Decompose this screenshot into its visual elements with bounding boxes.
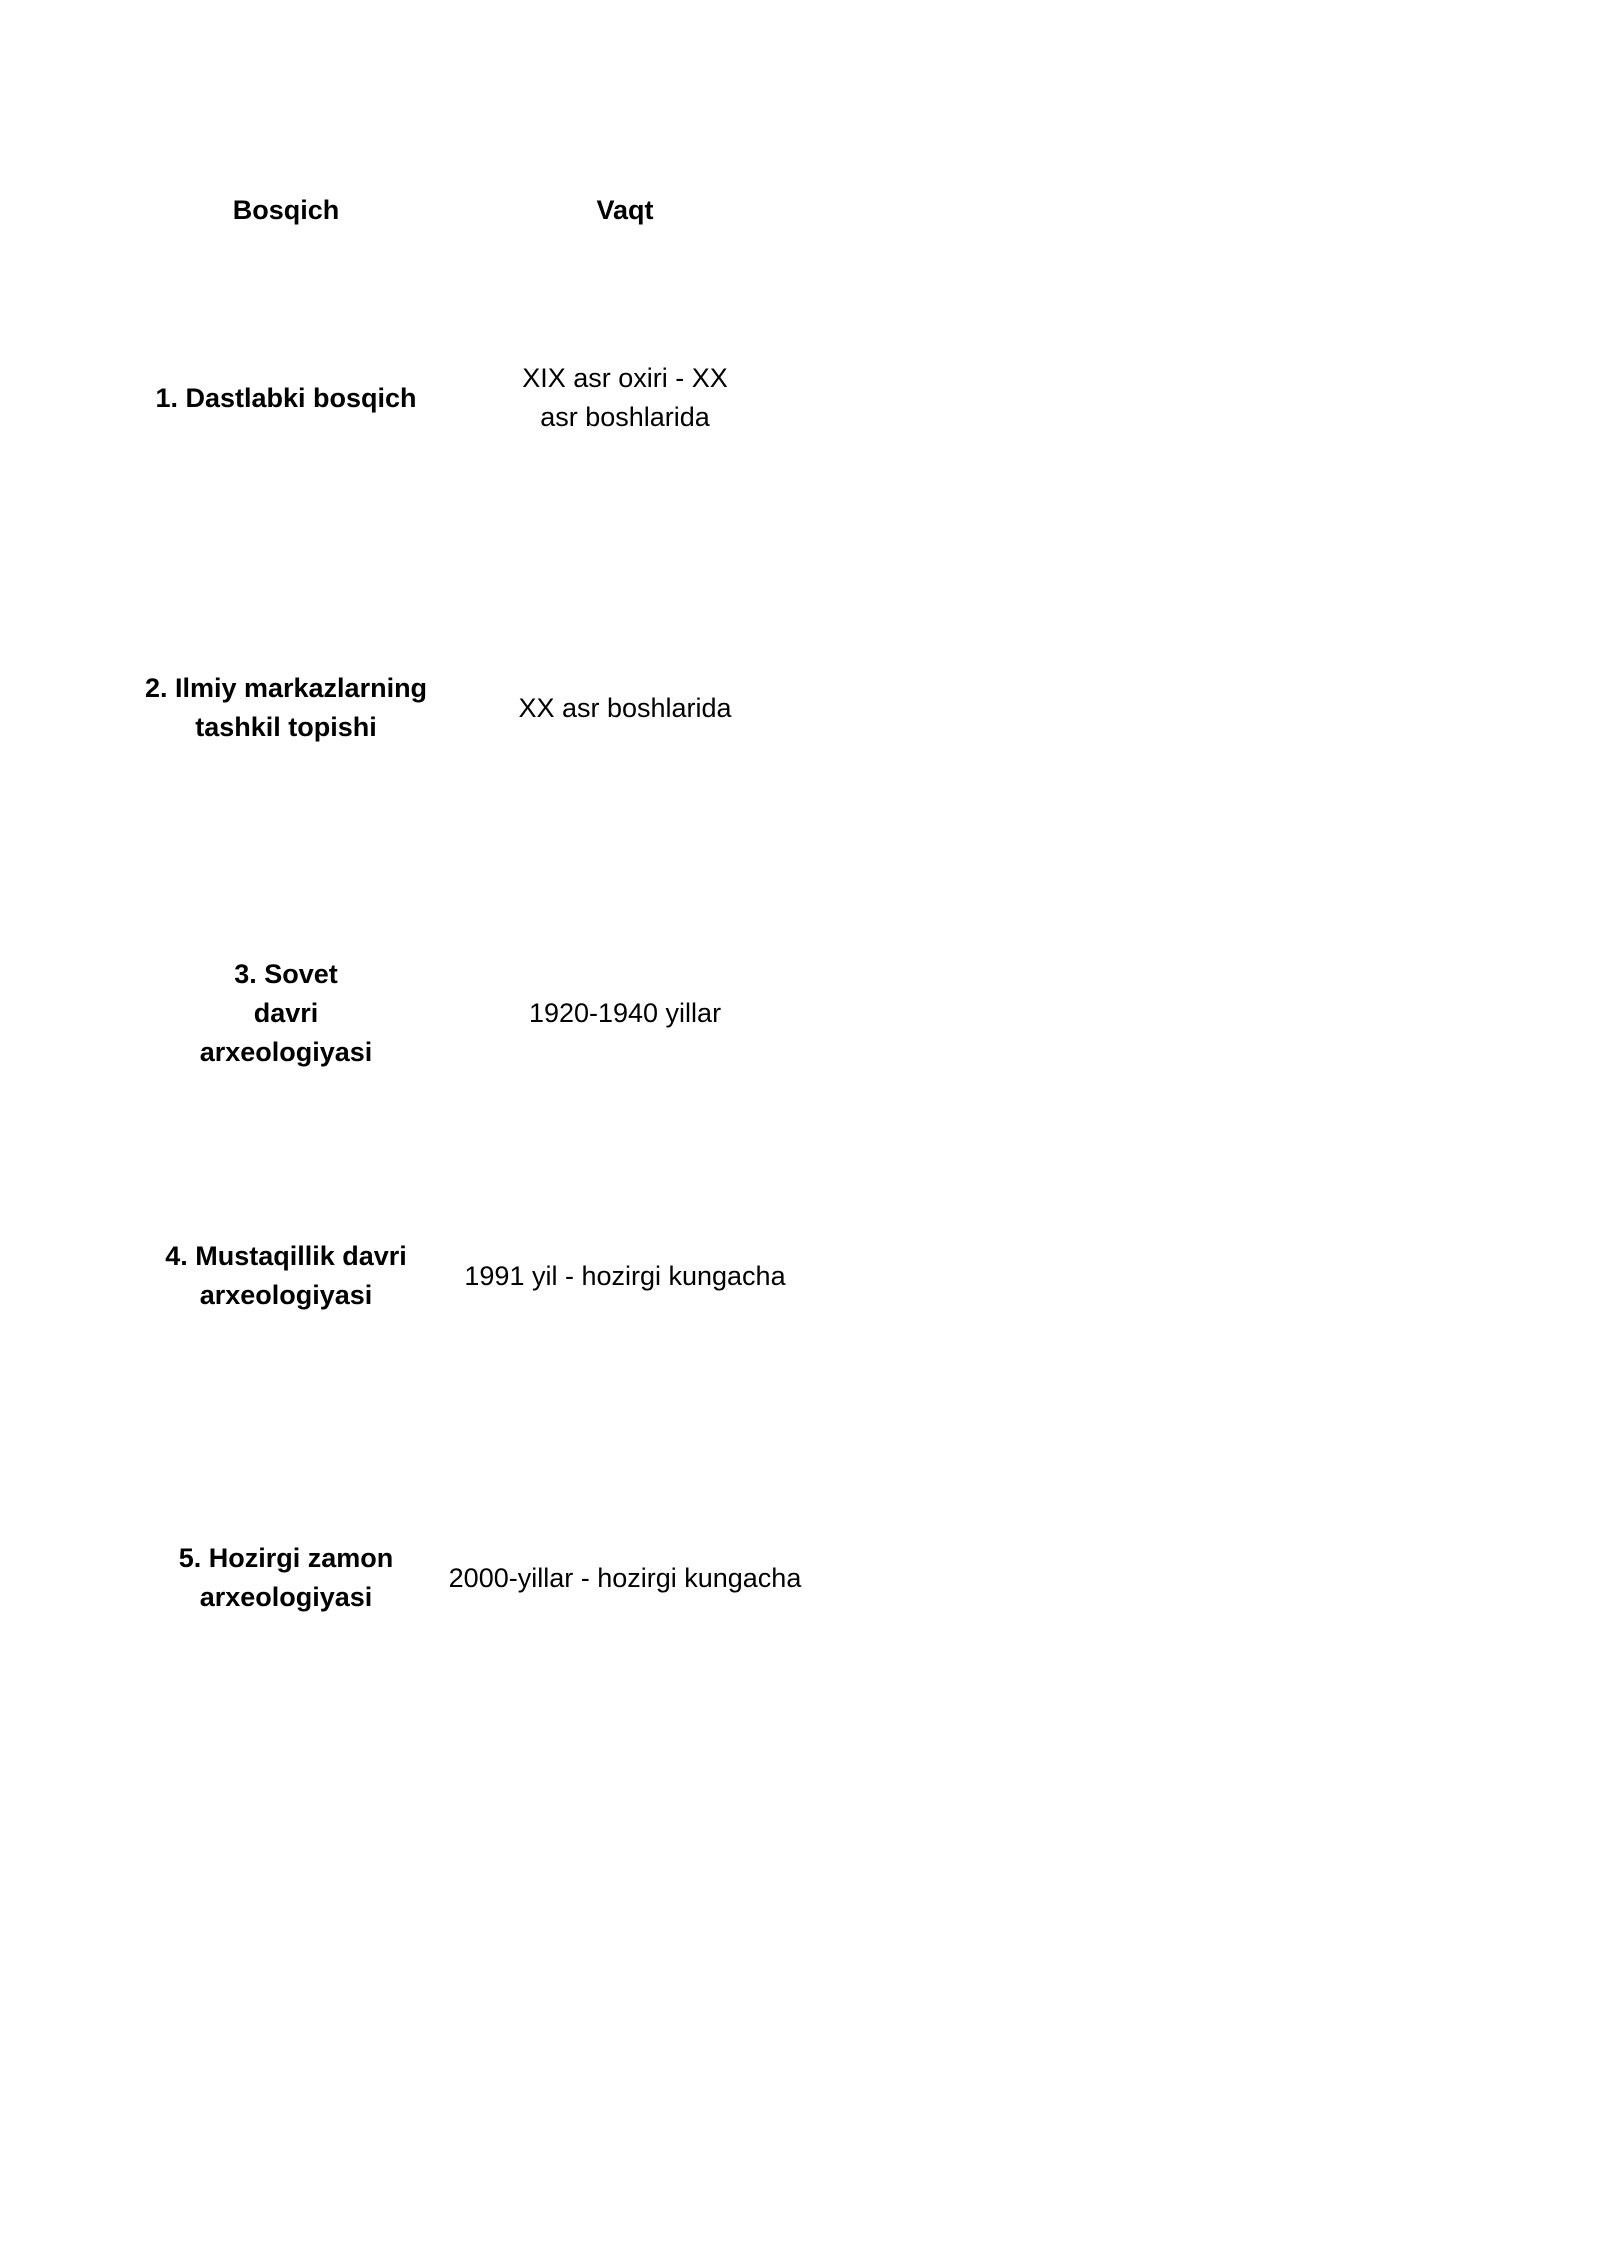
row-2-time: XX asr boshlarida — [518, 692, 732, 723]
row-3-time: 1920-1940 yillar — [528, 997, 722, 1028]
row-4-stage: 4. Mustaqillik davri arxeologiyasi — [165, 1241, 407, 1310]
row-2-stage: 2. Ilmiy markazlarning tashkil topishi — [144, 673, 428, 742]
row-1-time: XIX asr oxiri - XX asr boshlarida — [522, 363, 728, 432]
row-3-stage: 3. Sovet davri arxeologiyasi — [199, 958, 373, 1067]
header-time: Vaqt — [596, 194, 654, 225]
header-stage: Bosqich — [232, 194, 340, 225]
row-5-stage: 5. Hozirgi zamon arxeologiyasi — [178, 1543, 394, 1612]
row-5-time: 2000-yillar - hozirgi kungacha — [448, 1562, 802, 1593]
row-4-time: 1991 yil - hozirgi kungacha — [464, 1260, 786, 1291]
row-1-stage: 1. Dastlabki bosqich — [155, 382, 417, 413]
